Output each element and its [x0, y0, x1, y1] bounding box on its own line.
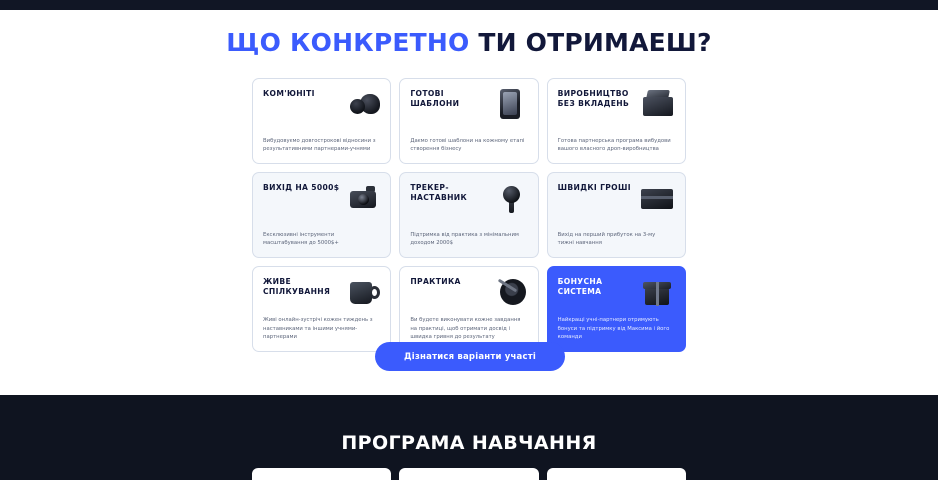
learn-participation-options-button[interactable]: Дізнатися варіанти участі	[375, 342, 565, 371]
console-icon	[631, 181, 677, 215]
mug-icon	[336, 275, 382, 309]
turntable-icon	[484, 275, 530, 309]
benefit-card-fast-money[interactable]	[547, 172, 686, 258]
benefit-card-templates[interactable]	[399, 78, 538, 164]
card-text: Живі онлайн-зустрічі кожен тиждень з наставниками та іншими учнями-партнерами	[263, 317, 373, 341]
section-title-accent: ЩО КОНКРЕТНО	[226, 28, 479, 57]
card-title: ТРЕКЕР-НАСТАВНИК	[410, 183, 468, 203]
program-cards	[252, 468, 686, 480]
benefit-card-bonus-system[interactable]	[547, 266, 686, 352]
card-title: ВИХІД НА 5000$	[263, 183, 340, 192]
benefits-grid	[252, 78, 686, 352]
section-title	[0, 28, 938, 57]
earbuds-icon	[336, 87, 382, 121]
printer-icon	[631, 87, 677, 121]
section-title-rest: ТИ ОТРИМАЕШ?	[478, 28, 712, 57]
card-text: Вихід на перший прибуток на 3-му тижні навчання	[557, 231, 656, 247]
card-text: Даємо готові шаблони на кожному етапі створення бізнесу	[410, 137, 525, 153]
card-title: КОМ'ЮНІТІ	[263, 89, 315, 98]
program-card[interactable]	[547, 468, 686, 480]
card-title: БОНУСНА СИСТЕМА	[557, 277, 603, 297]
card-text: Ви будете виконувати кожне завдання на практиці, щоб отримати досвід і швидка гривня до результату	[410, 317, 521, 341]
program-card[interactable]	[252, 468, 391, 480]
benefit-card-mentor[interactable]	[399, 172, 538, 258]
card-title: ВИРОБНИЦТВО БЕЗ ВКЛАДЕНЬ	[557, 89, 630, 109]
card-text: Ексклюзивні інструменти масштабування до 5000$+	[263, 231, 339, 247]
microphone-icon	[484, 181, 530, 215]
card-text: Готова партнерська програма вибудови вашого власного дроп-виробництва	[557, 137, 671, 153]
program-section-title: ПРОГРАМА НАВЧАННЯ	[341, 432, 597, 454]
card-title: ЖИВЕ СПІЛКУВАННЯ	[263, 277, 331, 297]
benefit-card-income[interactable]	[252, 172, 391, 258]
benefit-card-production[interactable]	[547, 78, 686, 164]
benefit-card-community[interactable]	[252, 78, 391, 164]
card-title: ПРАКТИКА	[410, 277, 461, 286]
top-bar	[0, 0, 938, 10]
camera-icon	[336, 181, 382, 215]
benefit-card-practice[interactable]	[399, 266, 538, 352]
phone-icon	[484, 87, 530, 121]
program-card[interactable]	[399, 468, 538, 480]
gift-box-icon	[631, 275, 677, 309]
card-title: ГОТОВІ ШАБЛОНИ	[410, 89, 460, 109]
benefit-card-live-communication[interactable]	[252, 266, 391, 352]
card-text: Вибудовуємо довгострокові відносини з результативними партнерами-учнями	[263, 137, 376, 153]
card-text: Підтримка від практика з мінімальним доходом 2000$	[410, 231, 519, 247]
card-text: Найкращі учні-партнери отримують бонуси та підтримку від Максима і його команди	[557, 317, 670, 341]
card-title: ШВИДКІ ГРОШІ	[557, 183, 631, 192]
